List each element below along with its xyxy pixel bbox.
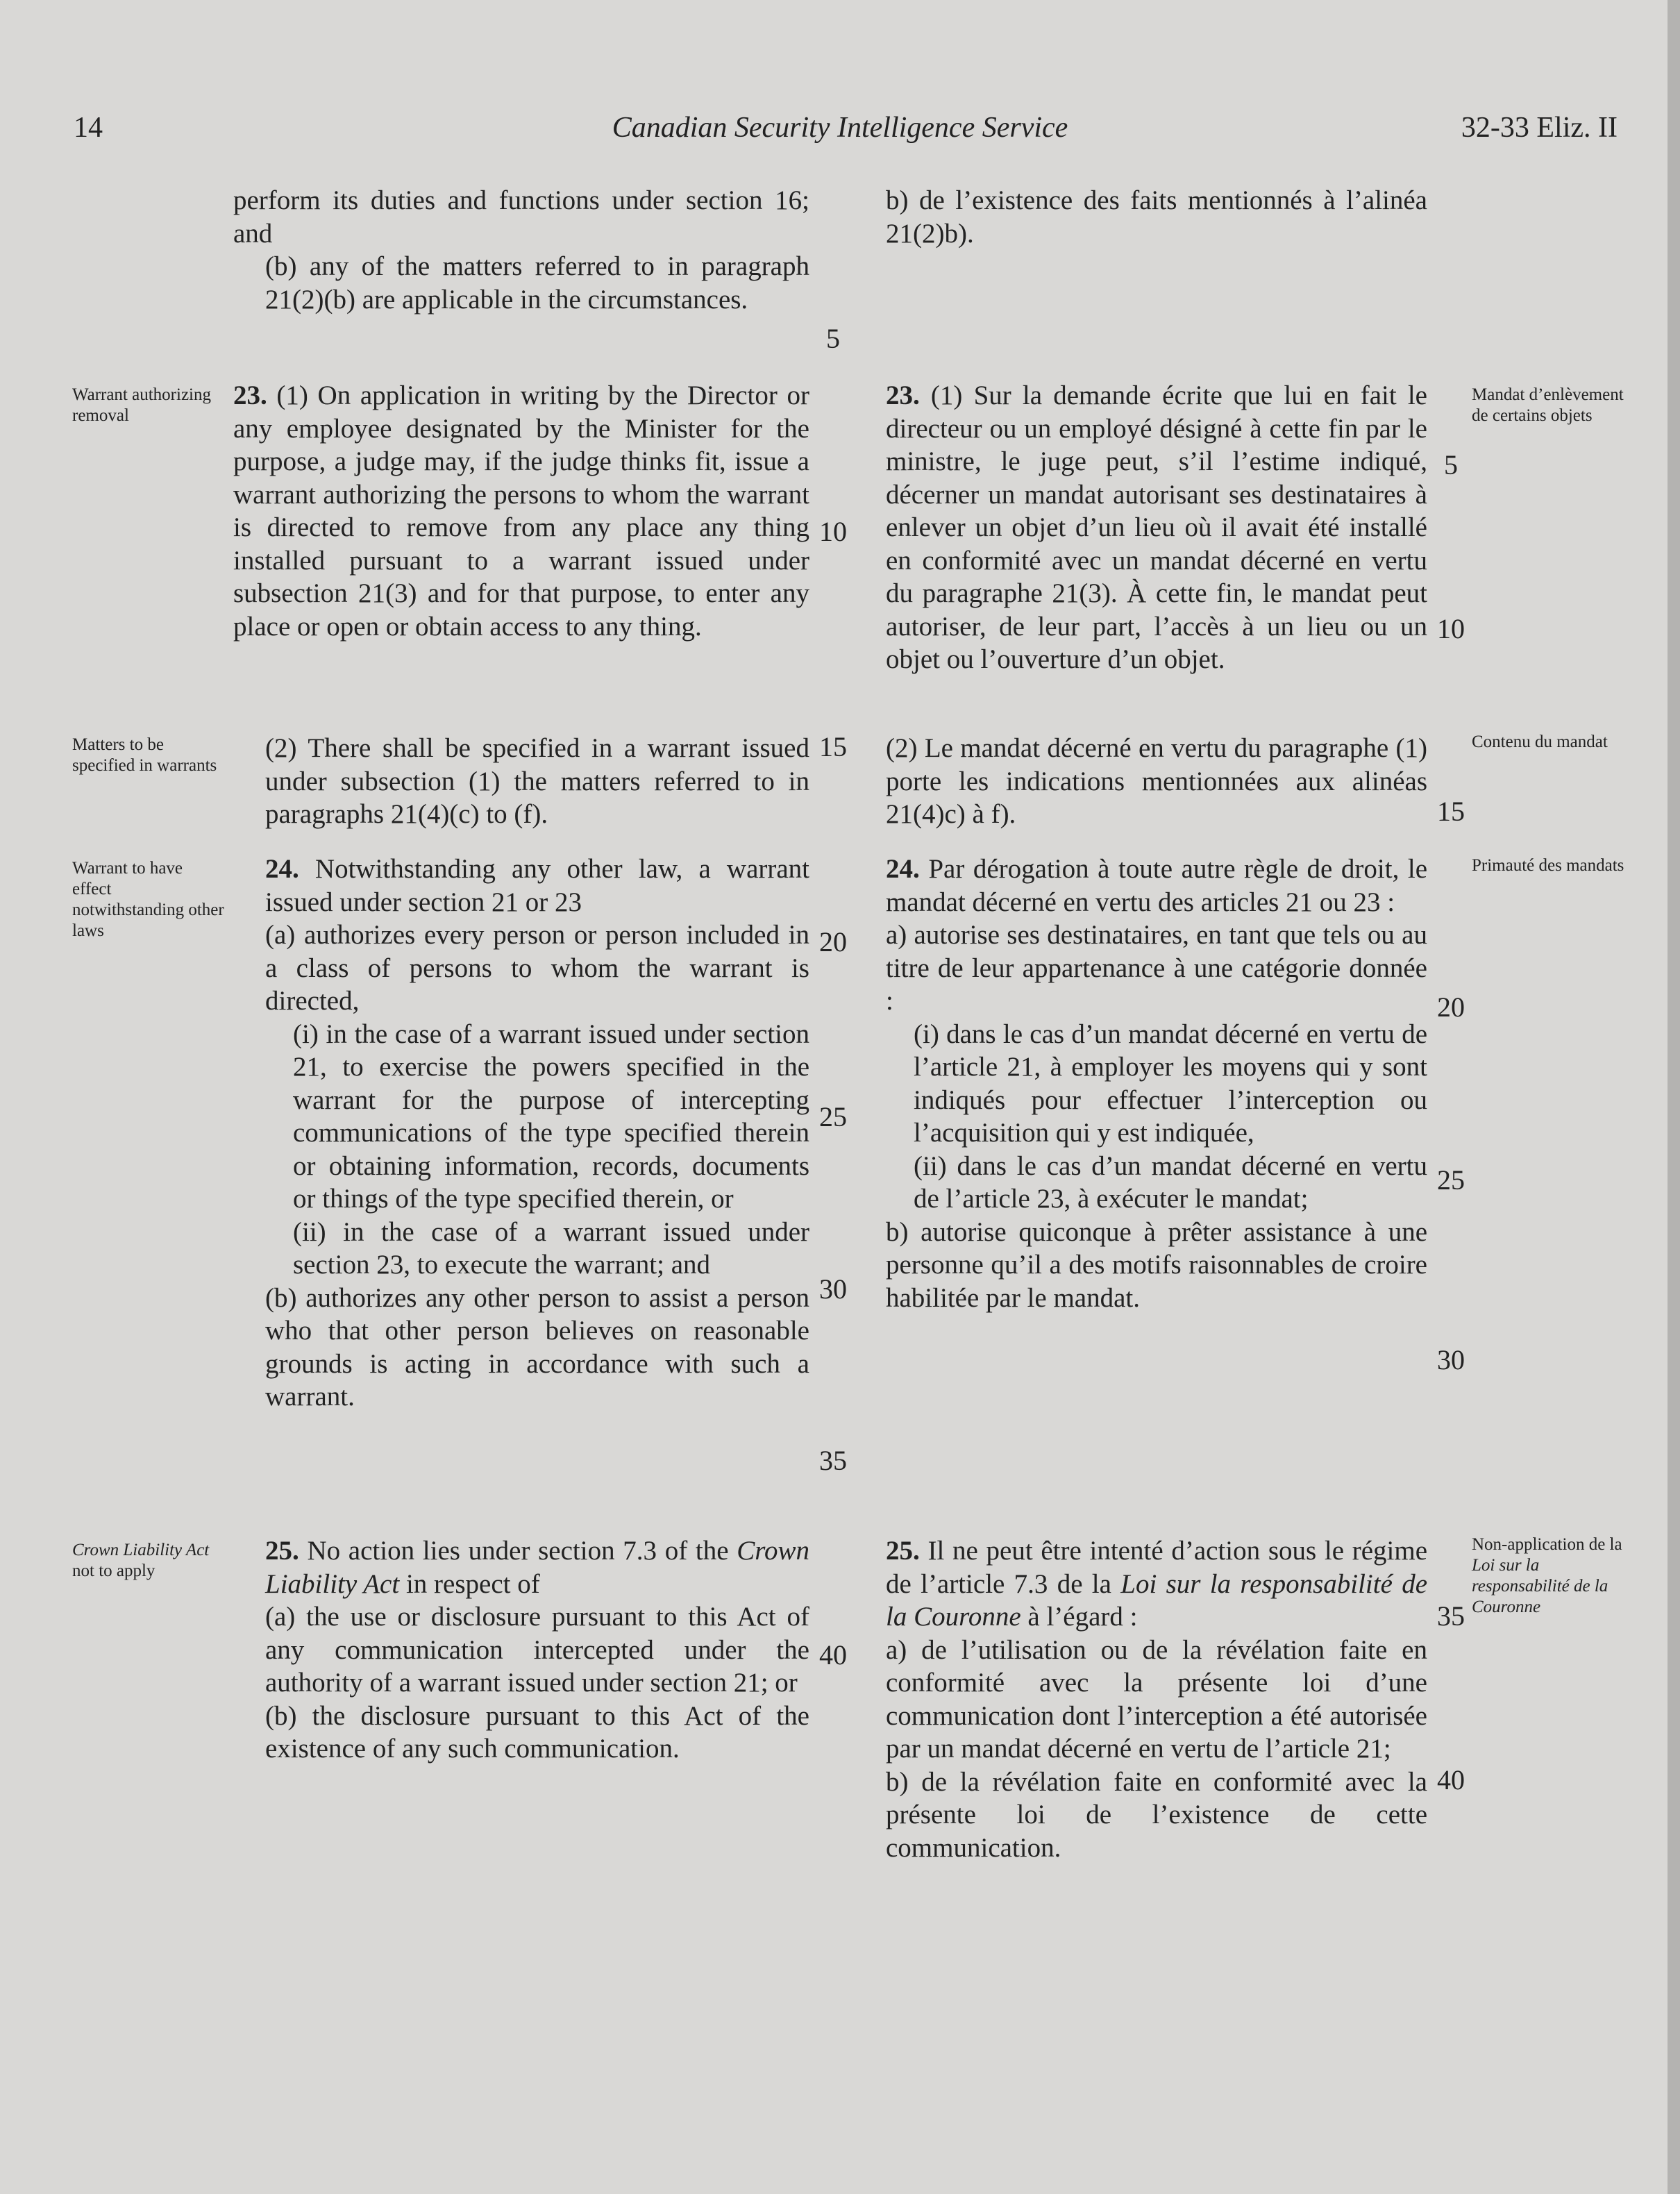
line-number-fr: 10 bbox=[1437, 613, 1465, 644]
line-number-en: 15 bbox=[819, 731, 847, 762]
line-number-fr: 25 bbox=[1437, 1164, 1465, 1196]
fr-s25-a: a) de l’utilisation ou de la révélation faite en conformité avec la présente loi d’une communication dont l’interception a été autorisée par un mandat décerné en vertu de l’article 21; bbox=[886, 1634, 1427, 1764]
fr-s24-num: 24. bbox=[886, 854, 920, 884]
fr-s23-num: 23. bbox=[886, 380, 920, 410]
line-number-en: 30 bbox=[819, 1273, 847, 1305]
en-s25 bbox=[233, 1534, 809, 1766]
en-s23-1-text: (1) On application in writing by the Director or any employee designated by the Minister for the purpose, a judge may, if the judge thinks fit, issue a warrant authorizing the persons to whom the warrant is directed to remove from any place any thing installed pursuant to a warrant issued under subsection 21(3) and for that purpose, to enter any place or open or obtain access to any thing. bbox=[233, 380, 810, 642]
fr-s24-a-ii: (ii) dans le cas d’un mandat décerné en vertu de l’article 23, à exécuter le mandat; bbox=[914, 1150, 1427, 1214]
en-s25-b: (b) the disclosure pursuant to this Act of the existence of any such communication. bbox=[265, 1700, 809, 1764]
line-number-fr: 35 bbox=[1437, 1600, 1465, 1632]
en-s24-a-i: (i) in the case of a warrant issued under section 21, to exercise the powers specified in the warrant for the purpose of intercepting communications of the type specified therein or obtaining information, records, documents or things of the type specified therein, or bbox=[293, 1019, 809, 1214]
en-s25-num: 25. bbox=[265, 1536, 299, 1566]
margin-note-en-24: Warrant to have effect notwithstanding other laws bbox=[72, 859, 224, 940]
fr-s24-a: a) autorise ses destinataires, en tant que tels ou au titre de leur appartenance à une catégorie donnée : bbox=[886, 920, 1427, 1016]
page-number: 14 bbox=[74, 112, 103, 144]
margin-note-fr-23-1: Mandat d’enlèvement de certains objets bbox=[1472, 385, 1624, 425]
en-s25-intro-italic: Crown Liability Act bbox=[265, 1536, 810, 1599]
en-s24-a-ii: (ii) in the case of a warrant issued under section 23, to execute the warrant; and bbox=[293, 1216, 809, 1280]
en-s25-intro-post: in respect of bbox=[399, 1568, 540, 1599]
line-number-fr: 40 bbox=[1437, 1764, 1465, 1795]
margin-note-fr-24: Primauté des mandats bbox=[1472, 856, 1624, 875]
line-number-fr: 5 bbox=[1444, 449, 1458, 480]
fr-s24 bbox=[854, 853, 1427, 1314]
margin-note-en-25-italic: Crown Liability Act bbox=[72, 1541, 210, 1559]
en-s23-2-text: (2) There shall be specified in a warrant issued under subsection (1) the matters referred to in paragraphs 21(4)(c) to (f). bbox=[265, 733, 809, 829]
line-number-en: 10 bbox=[819, 516, 847, 547]
margin-note-en-25-rest: not to apply bbox=[72, 1561, 156, 1580]
margin-note-en-25 bbox=[72, 1540, 225, 1582]
fr-s24-intro: Par dérogation à toute autre règle de droit, le mandat décerné en vertu des articles 21 ou 23 : bbox=[886, 854, 1428, 917]
fr-s23-1-text: (1) Sur la demande écrite que lui en fait le directeur ou un employé désigné à cette fin par le ministre, le juge peut, s’il l’estime indiqué, décerner un mandat autorisant ses destinataires à enlever un objet d’un lieu où il avait été installé en conformité avec un mandat décerné en vertu du paragraphe 21(3). À cette fin, le mandat peut autoriser, de leur part, l’accès à un lieu ou un objet ou l’ouverture d’un objet. bbox=[886, 380, 1427, 674]
en-s24-a: (a) authorizes every person or person included in a class of persons to whom the warrant is directed, bbox=[265, 920, 809, 1016]
margin-note-fr-25 bbox=[1472, 1534, 1638, 1618]
line-number-fr: 20 bbox=[1437, 991, 1465, 1023]
margin-note-fr-25-pre: Non-application de la bbox=[1472, 1535, 1622, 1554]
fr-s25-b: b) de la révélation faite en conformité avec la présente loi de l’existence de cette communication. bbox=[886, 1766, 1427, 1863]
fr-s22-tail-b: b) de l’existence des faits mentionnés à l’alinéa 21(2)b). bbox=[886, 185, 1427, 249]
en-s22-tail bbox=[233, 184, 809, 316]
en-s22-tail-line: perform its duties and functions under section 16; and bbox=[233, 185, 809, 249]
margin-note-en-23-1: Warrant authorizing removal bbox=[72, 385, 211, 425]
en-s25-intro-pre: No action lies under section 7.3 of the bbox=[307, 1536, 737, 1566]
en-s23-1 bbox=[233, 379, 809, 643]
line-number-en: 25 bbox=[819, 1101, 847, 1132]
en-s23-2 bbox=[233, 732, 809, 831]
line-number-en: 20 bbox=[819, 926, 847, 957]
fr-s22-tail bbox=[854, 184, 1427, 250]
en-s24-intro: Notwithstanding any other law, a warrant issued under section 21 or 23 bbox=[265, 854, 810, 917]
running-title: Canadian Security Intelligence Service bbox=[612, 112, 1068, 144]
margin-note-en-23-2: Matters to be specified in warrants bbox=[72, 735, 217, 775]
en-s24 bbox=[233, 853, 809, 1414]
fr-s25-num: 25. bbox=[886, 1536, 920, 1566]
en-s23-num: 23. bbox=[233, 380, 267, 410]
margin-note-fr-23-2: Contenu du mandat bbox=[1472, 732, 1608, 751]
en-s24-b: (b) authorizes any other person to assist a person who that other person believes on reasonable grounds is acting in accordance with such a warrant. bbox=[265, 1282, 809, 1412]
en-s24-num: 24. bbox=[265, 854, 299, 884]
line-number-fr: 30 bbox=[1437, 1344, 1465, 1375]
line-number-en: 40 bbox=[819, 1639, 847, 1670]
fr-s23-1 bbox=[854, 379, 1427, 676]
en-s22-tail-b: (b) any of the matters referred to in paragraph 21(2)(b) are applicable in the circumstances. bbox=[265, 251, 809, 315]
regnal-year: 32-33 Eliz. II bbox=[1461, 112, 1618, 144]
fr-s25-intro-pre: Il ne peut être intenté d’action sous le régime de l’article 7.3 de la bbox=[886, 1536, 1428, 1599]
fr-s24-a-i: (i) dans le cas d’un mandat décerné en vertu de l’article 21, à employer les moyens qui y sont indiqués pour effectuer l’interception ou l’acquisition qui y est indiquée, bbox=[914, 1019, 1427, 1148]
fr-s23-2-text: (2) Le mandat décerné en vertu du paragraphe (1) porte les indications mentionnées aux alinéas 21(4)c) à f). bbox=[886, 733, 1427, 829]
fr-s25-intro-italic: Loi sur la responsabilité de la Couronne bbox=[886, 1568, 1428, 1632]
en-s25-a: (a) the use or disclosure pursuant to this Act of any communication intercepted under the authority of a warrant issued under section 21; or bbox=[265, 1602, 809, 1698]
fr-s23-2 bbox=[854, 732, 1427, 831]
line-number-en: 5 bbox=[826, 323, 840, 354]
page-edge bbox=[1668, 0, 1680, 2194]
fr-s25-intro-post: à l’égard : bbox=[1020, 1602, 1138, 1632]
line-number-en: 35 bbox=[819, 1445, 847, 1476]
margin-note-fr-25-italic: Loi sur la responsabilité de la Couronne bbox=[1472, 1556, 1608, 1616]
fr-s24-b: b) autorise quiconque à prêter assistance à une personne qu’il a des motifs raisonnables de croire habilitée par le mandat. bbox=[886, 1216, 1427, 1313]
fr-s25 bbox=[854, 1534, 1427, 1864]
line-number-fr: 15 bbox=[1437, 796, 1465, 827]
